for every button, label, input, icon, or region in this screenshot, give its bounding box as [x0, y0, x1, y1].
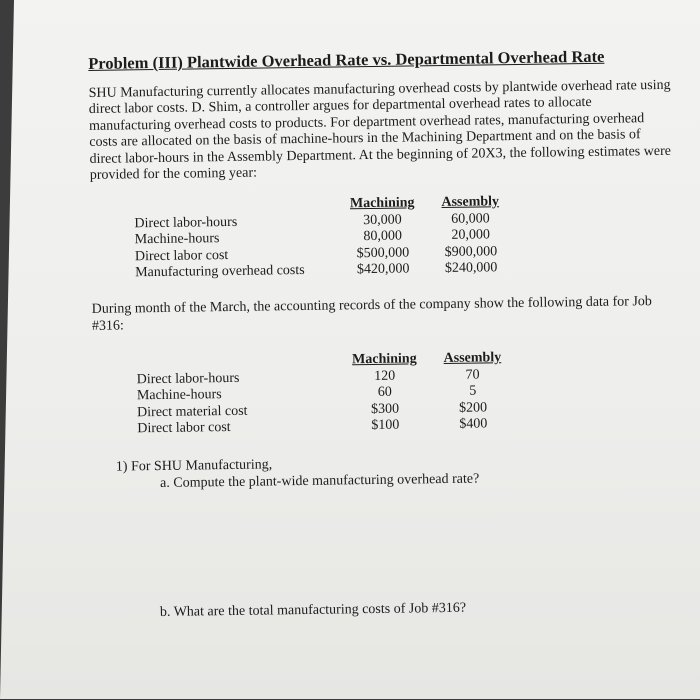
- machining-value: 30,000: [363, 212, 402, 228]
- row-label: Direct labor cost: [134, 247, 229, 264]
- assembly-value: 20,000: [451, 227, 491, 243]
- row-label: Direct labor-hours: [136, 370, 240, 387]
- row-label: Manufacturing overhead costs: [135, 262, 305, 281]
- row-label: Direct labor-hours: [134, 214, 238, 231]
- question-1: 1) For SHU Manufacturing,: [115, 457, 273, 475]
- question-1b: b. What are the total manufacturing costs of Job #316?: [159, 600, 467, 620]
- estimates-table: [134, 194, 519, 282]
- job-paragraph: During month of the March, the accounting records of the company show the following data for Job #316:: [91, 294, 652, 334]
- machining-value: $420,000: [356, 261, 410, 278]
- row-label: Machine-hours: [136, 387, 222, 404]
- col-assembly: Assembly: [443, 350, 502, 367]
- assembly-value: 5: [469, 383, 477, 399]
- intro-paragraph: SHU Manufacturing currently allocates manufacturing overhead costs by plantwide overhead rate using direct labor costs. D. Shim, a controller argues for departmental overhead rates to allocate manufacturing overhead costs to products. For department overhead rates, manufacturing overhead costs are allocated on the basis of machine-hours in the Machining Department and on the basis of direct labor-hours in the Assembly Department. At the beginning of 20X3, the following estimates were provided for the coming year:: [88, 77, 672, 183]
- assembly-value: 70: [465, 367, 480, 383]
- col-machining: Machining: [352, 351, 417, 368]
- job-table: [136, 350, 521, 438]
- machining-value: 60: [377, 384, 392, 400]
- row-label: Direct material cost: [137, 403, 248, 420]
- assembly-value: $240,000: [444, 260, 498, 276]
- col-assembly: Assembly: [441, 194, 500, 211]
- row-label: Direct labor cost: [137, 419, 231, 437]
- assembly-value: 60,000: [451, 210, 490, 227]
- machining-value: $300: [370, 401, 400, 417]
- row-label: Machine-hours: [134, 231, 220, 248]
- machining-value: $500,000: [356, 244, 410, 261]
- machining-value: 80,000: [363, 228, 403, 245]
- page-edge-shadow: [0, 0, 14, 700]
- machining-value: 120: [374, 368, 396, 384]
- question-1a: a. Compute the plant-wide manufacturing overhead rate?: [160, 471, 480, 491]
- assembly-value: $900,000: [444, 243, 498, 260]
- machining-value: $100: [371, 417, 400, 434]
- col-machining: Machining: [349, 195, 415, 212]
- assembly-value: $400: [459, 416, 488, 432]
- problem-title: Problem (III) Plantwide Overhead Rate vs. Departmental Overhead Rate: [88, 46, 605, 73]
- assembly-value: $200: [458, 399, 488, 416]
